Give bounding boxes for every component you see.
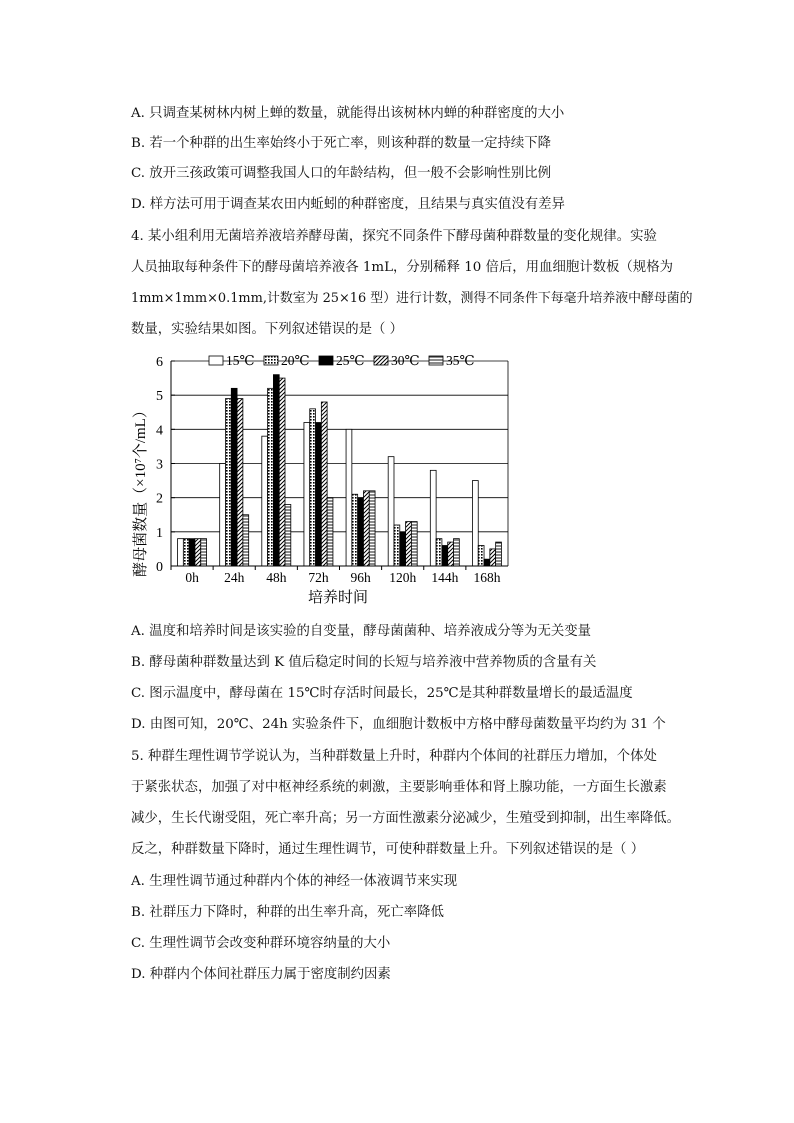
y-tick-label: 5 (156, 389, 163, 405)
bar (394, 525, 400, 566)
q5-option-b: B. 社群压力下降时，种群的出生率升高，死亡率降低 (131, 905, 444, 920)
bar (327, 498, 333, 566)
x-tick-label: 24h (224, 570, 245, 585)
bar (478, 546, 484, 567)
y-tick-label: 1 (156, 525, 163, 541)
bar (400, 532, 406, 566)
q3-option-d: D. 样方法可用于调查某农田内蚯蚓的种群密度，且结果与真实值没有差异 (131, 197, 565, 212)
bar (225, 399, 231, 566)
bar (201, 539, 207, 566)
legend-label: 25℃ (336, 353, 365, 368)
bar (195, 539, 201, 566)
legend-swatch (429, 356, 443, 365)
y-tick-label: 4 (156, 423, 163, 439)
bar (496, 542, 502, 566)
bar (262, 436, 268, 566)
bar (220, 464, 226, 567)
legend-label: 35℃ (446, 353, 475, 368)
q5-option-a: A. 生理性调节通过种群内个体的神经一体液调节来实现 (131, 874, 458, 889)
x-tick-label: 120h (389, 570, 417, 585)
bar (454, 539, 460, 566)
bar (430, 470, 436, 566)
bar (363, 491, 369, 566)
bar (406, 522, 412, 566)
q4-stem-line-2: 人员抽取每种条件下的酵母菌培养液各 1mL，分别稀释 10 倍后，用血细胞计数板（规格为 (131, 260, 673, 275)
legend-swatch (374, 356, 388, 365)
bar (448, 542, 454, 566)
q5-stem-line-3: 减少，生长代谢受阻，死亡率升高；另一方面性激素分泌减少，生殖受到抑制，出生率降低。 (131, 811, 681, 826)
bar (304, 423, 310, 567)
q5-option-c: C. 生理性调节会改变种群环境容纳量的大小 (131, 936, 391, 951)
q5-stem-line-1: 5. 种群生理性调节学说认为，当种群数量上升时，种群内个体间的社群压力增加，个体处 (131, 749, 657, 764)
q3-option-a: A. 只调查某树林内树上蝉的数量，就能得出该树林内蝉的种群密度的大小 (131, 106, 565, 121)
bar (352, 494, 358, 566)
q4-option-c: C. 图示温度中，酵母菌在 15℃时存活时间最长，25℃是其种群数量增长的最适温度 (131, 686, 633, 701)
bar (316, 423, 322, 567)
legend-swatch (209, 356, 223, 365)
bar (243, 515, 249, 566)
x-tick-label: 168h (473, 570, 501, 585)
bar (436, 539, 442, 566)
bar (285, 505, 291, 567)
q4-option-a: A. 温度和培养时间是该实验的自变量，酵母菌菌种、培养液成分等为无关变量 (131, 624, 592, 639)
x-tick-label: 0h (185, 570, 199, 585)
y-tick-label: 0 (156, 560, 163, 575)
x-axis-label: 培养时间 (307, 590, 369, 606)
bar (411, 522, 417, 566)
bar (442, 546, 448, 567)
bar (178, 539, 184, 566)
bar (321, 402, 327, 566)
q5-stem-line-4: 反之，种群数量下降时，通过生理性调节，可使种群数量上升。下列叙述错误的是（ ） (131, 842, 645, 857)
q4-option-b: B. 酵母菌种群数量达到 K 值后稳定时间的长短与培养液中营养物质的含量有关 (131, 655, 597, 670)
bar (369, 491, 375, 566)
bar (237, 399, 243, 566)
bar (268, 388, 274, 566)
x-tick-label: 144h (431, 570, 459, 585)
q3-option-b: B. 若一个种群的出生率始终小于死亡率，则该种群的数量一定持续下降 (131, 136, 552, 151)
bar (231, 388, 237, 566)
legend-swatch (264, 356, 278, 365)
bar (388, 457, 394, 566)
q4-option-d: D. 由图可知，20℃、24h 实验条件下，血细胞计数板中方格中酵母菌数量平均约为 31 个 (131, 717, 666, 732)
bar (484, 559, 490, 566)
bar (189, 539, 195, 566)
yeast-population-chart (127, 350, 517, 612)
q5-option-d: D. 种群内个体间社群压力属于密度制约因素 (131, 967, 391, 982)
legend-swatch (319, 356, 333, 365)
q3-option-c: C. 放开三孩政策可调整我国人口的年龄结构，但一般不会影响性别比例 (131, 166, 551, 181)
y-axis-label: 酵母菌数量（×10⁷个/mL） (133, 403, 149, 577)
y-tick-label: 2 (156, 491, 163, 507)
legend-label: 20℃ (281, 353, 310, 368)
q4-stem-line-1: 4. 某小组利用无菌培养液培养酵母菌，探究不同条件下酵母菌种群数量的变化规律。实验 (131, 229, 657, 244)
y-tick-label: 6 (156, 355, 163, 370)
x-tick-label: 72h (308, 570, 329, 585)
q5-stem-line-2: 于紧张状态，加强了对中枢神经系统的刺激，主要影响垂体和肾上腺功能，一方面生长激素 (131, 780, 667, 795)
q4-stem-line-4: 数量，实验结果如图。下列叙述错误的是（ ） (131, 322, 404, 337)
x-tick-label: 48h (266, 570, 287, 585)
legend-label: 15℃ (226, 353, 255, 368)
legend-label: 30℃ (391, 353, 420, 368)
bar (273, 375, 279, 566)
bar (490, 549, 496, 566)
chart-svg (127, 350, 517, 612)
q4-stem-line-3: 1mm×1mm×0.1mm,计数室为 25×16 型）进行计数，测得不同条件下每毫升培养液中酵母菌的 (131, 291, 693, 306)
bar (310, 409, 316, 566)
y-tick-label: 3 (156, 457, 163, 473)
x-tick-label: 96h (350, 570, 371, 585)
bar (358, 498, 364, 566)
bar (472, 481, 478, 566)
bar (279, 378, 285, 566)
bar (346, 429, 352, 566)
bar (183, 539, 189, 566)
